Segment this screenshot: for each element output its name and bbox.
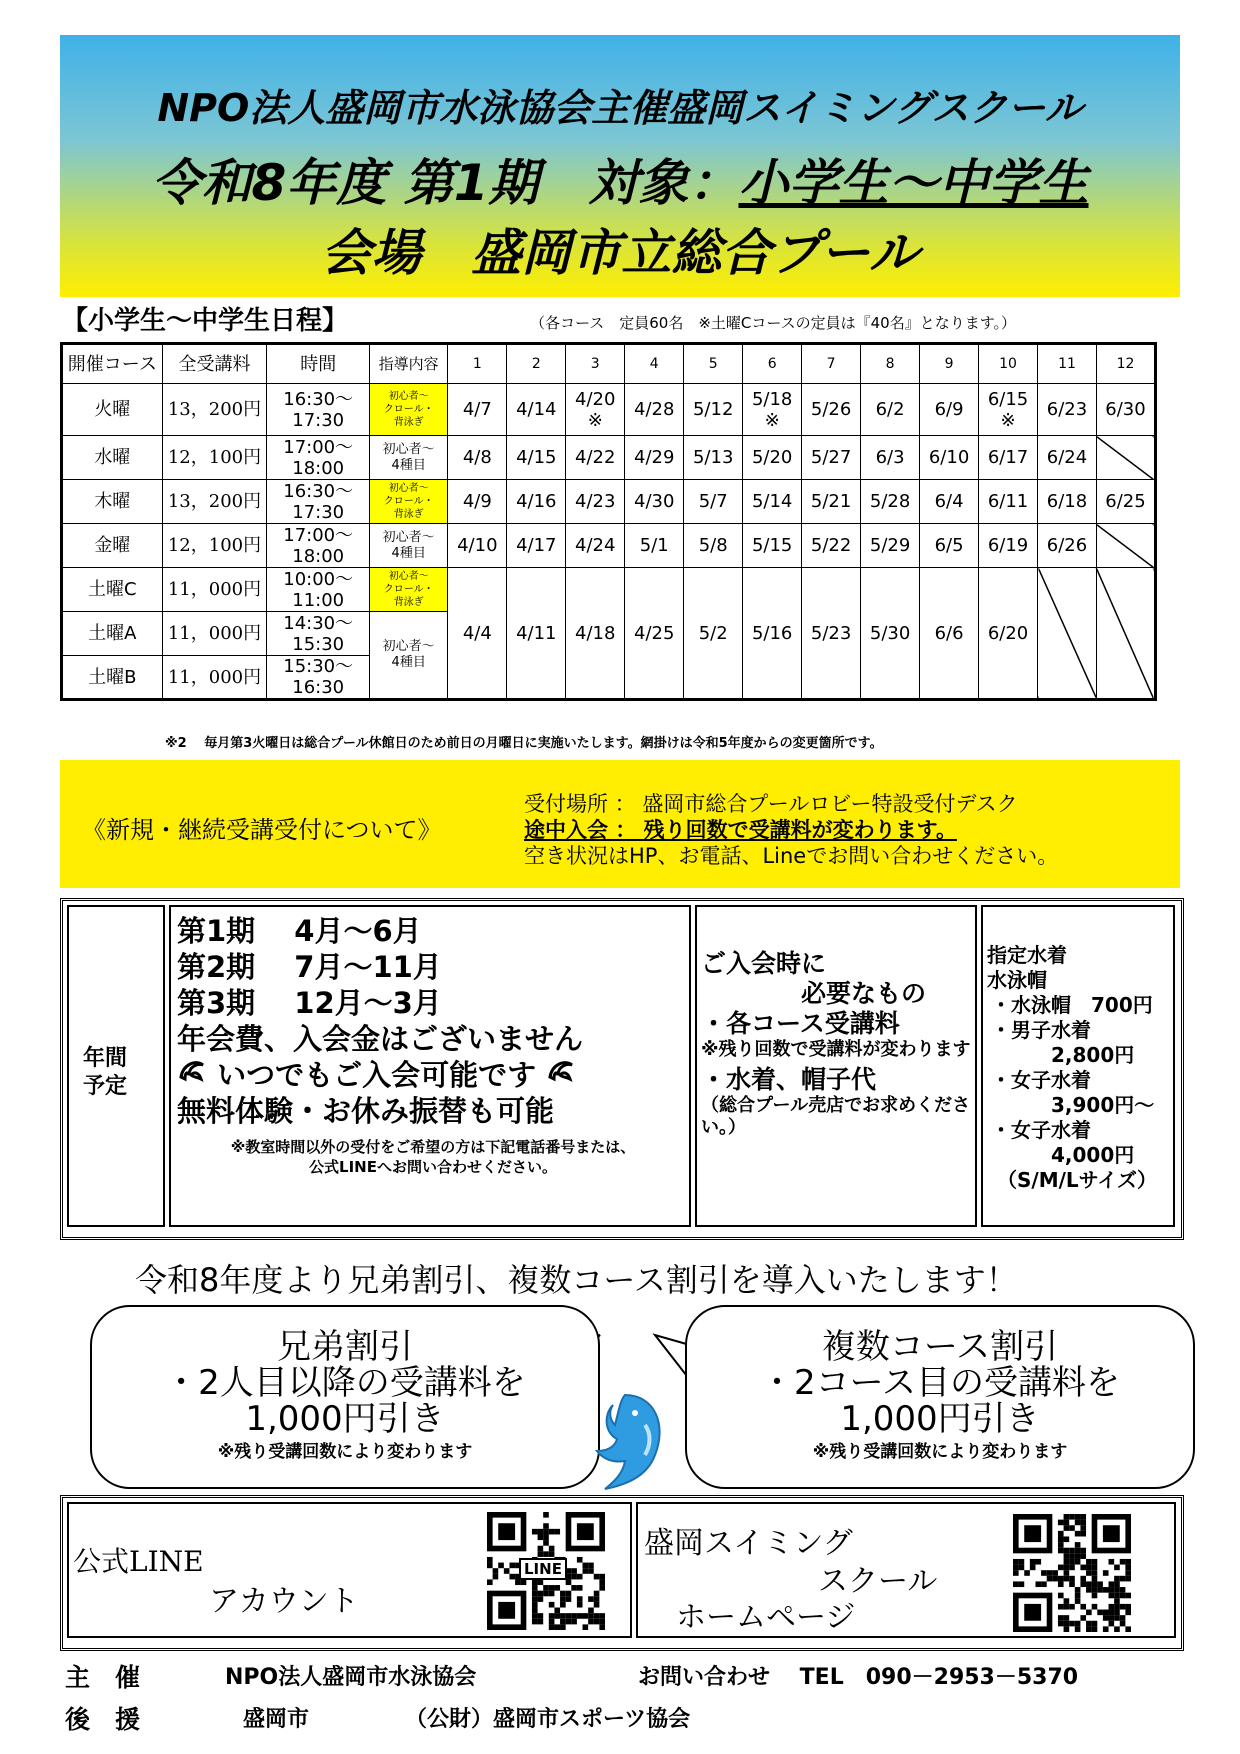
- no-annual-fee: 年会費、入会金はございません: [177, 1022, 584, 1056]
- course-time: 15:30～ 16:30: [267, 656, 370, 700]
- saturday-session-date: 6/20: [979, 568, 1038, 700]
- female-swimwear-2: ・女子水着: [991, 1118, 1091, 1142]
- term-2: 第2期 7月～11月: [177, 950, 442, 984]
- session-number-header: 12: [1096, 344, 1155, 384]
- session-date: 5/13: [684, 436, 743, 480]
- session-date: 5/22: [802, 524, 861, 568]
- schedule-footnote: ※2 毎月第3火曜日は総合プール休館日のため前日の月曜日に実施いたします。網掛けは令和5年度からの変更箇所です。: [165, 736, 883, 751]
- female-swimwear-1-price: 3,900円～: [1051, 1093, 1155, 1117]
- annual-label-2: 予定: [83, 1074, 128, 1099]
- term-prefix: 令和8年度 第1期 対象：: [151, 154, 739, 212]
- course-name: 火曜: [62, 384, 163, 436]
- session-number-header: 3: [566, 344, 625, 384]
- required-title-1: ご入会時に: [701, 949, 827, 978]
- session-date: 6/9: [920, 384, 979, 436]
- line-label-1: 公式LINE: [73, 1545, 204, 1578]
- session-date: 4/8: [448, 436, 507, 480]
- swimwear-sizes: （S/M/Lサイズ）: [997, 1168, 1158, 1192]
- course-name: 木曜: [62, 480, 163, 524]
- sibling-discount-amount: 1,000円引き: [245, 1399, 445, 1439]
- contact-note: ※教室時間以外の受付をご希望の方は下記電話番号または、 公式LINEへお問い合わせください。: [230, 1138, 636, 1176]
- course-content: 初心者～ 4種目: [370, 436, 448, 480]
- session-date: 4/15: [507, 436, 566, 480]
- saturday-session-date: 5/16: [743, 568, 802, 700]
- required-item-swimwear-note: （総合プール売店でお求めください。）: [701, 1095, 971, 1138]
- session-number-header: 8: [861, 344, 920, 384]
- sponsor-section: [65, 1650, 1175, 1750]
- support-label: 後 援: [65, 1705, 141, 1734]
- session-date: 5/18 ※: [743, 384, 802, 436]
- support-city: 盛岡市: [243, 1707, 310, 1732]
- discount-title: 令和8年度より兄弟割引、複数コース割引を導入いたします！: [135, 1261, 1018, 1299]
- female-swimwear-1: ・女子水着: [991, 1068, 1091, 1092]
- session-date: 5/29: [861, 524, 920, 568]
- homepage-label-1: 盛岡スイミング: [644, 1526, 853, 1561]
- session-date: 5/14: [743, 480, 802, 524]
- header-cell: 開催コース: [62, 344, 163, 384]
- required-item-swimwear: ・水着、帽子代: [701, 1065, 877, 1094]
- course-fee: 12，100円: [162, 524, 267, 568]
- anytime-text: いつでもご入会可能です: [217, 1058, 537, 1092]
- course-fee: 11，000円: [162, 612, 267, 656]
- session-date: 5/27: [802, 436, 861, 480]
- session-date: 6/11: [979, 480, 1038, 524]
- multi-course-discount-bubble: [685, 1305, 1195, 1489]
- course-time: 17:00～ 18:00: [267, 436, 370, 480]
- session-date: 5/12: [684, 384, 743, 436]
- session-number-header: 6: [743, 344, 802, 384]
- course-fee: 13，200円: [162, 480, 267, 524]
- session-number-header: 4: [625, 344, 684, 384]
- header-cell: 全受講料: [162, 344, 267, 384]
- venue-title: 会場 盛岡市立総合プール: [321, 224, 919, 282]
- session-date: 5/20: [743, 436, 802, 480]
- session-date: 4/22: [566, 436, 625, 480]
- availability-note: 空き状況はHP、お電話、Lineでお問い合わせください。: [524, 844, 1059, 868]
- course-fee: 12，100円: [162, 436, 267, 480]
- session-number-header: 11: [1038, 344, 1097, 384]
- required-title-2: 必要なもの: [801, 979, 927, 1008]
- session-date: 4/23: [566, 480, 625, 524]
- course-name: 土曜C: [62, 568, 163, 612]
- session-date: 5/21: [802, 480, 861, 524]
- session-date: 6/17: [979, 436, 1038, 480]
- saturday-session-date: 6/6: [920, 568, 979, 700]
- session-date: 6/19: [979, 524, 1038, 568]
- course-name: 土曜A: [62, 612, 163, 656]
- host-label: 主 催: [65, 1663, 141, 1692]
- female-swimwear-2-price: 4,000円: [1051, 1143, 1135, 1167]
- saturday-session-date: 4/4: [448, 568, 507, 700]
- session-number-header: 1: [448, 344, 507, 384]
- support-sports-assoc: （公財）盛岡市スポーツ協会: [405, 1707, 691, 1732]
- required-item-fee: ・各コース受講料: [701, 1009, 900, 1038]
- course-fee: 11，000円: [162, 568, 267, 612]
- session-date: 6/25: [1096, 480, 1155, 524]
- male-swimwear: ・男子水着: [991, 1018, 1091, 1042]
- multi-discount-amount: 1,000円引き: [840, 1399, 1040, 1439]
- saturday-session-date: 5/2: [684, 568, 743, 700]
- session-date: 5/8: [684, 524, 743, 568]
- term-1: 第1期 4月～6月: [177, 914, 422, 948]
- session-date: 6/15 ※: [979, 384, 1038, 436]
- multi-discount-title: 複数コース割引: [821, 1327, 1059, 1367]
- session-date: 6/18: [1038, 480, 1097, 524]
- header-cell: 指導内容: [370, 344, 448, 384]
- swimwear-title-2: 水泳帽: [987, 968, 1047, 992]
- line-account-box: [67, 1502, 632, 1638]
- homepage-qr-code[interactable]: [1013, 1514, 1131, 1632]
- session-date: 5/7: [684, 480, 743, 524]
- inquiry-phone: お問い合わせ TEL 090－2953－5370: [638, 1665, 1079, 1690]
- course-time: 16:30～ 17:30: [267, 480, 370, 524]
- session-date: 4/17: [507, 524, 566, 568]
- session-date: 6/24: [1038, 436, 1097, 480]
- session-date: 5/1: [625, 524, 684, 568]
- saturday-session-date: 5/23: [802, 568, 861, 700]
- reception-place: 受付場所 ： 盛岡市総合プールロビー特設受付デスク: [524, 792, 1018, 816]
- course-name: 土曜B: [62, 656, 163, 700]
- reception-label: 《新規・継続受講受付について》: [82, 816, 442, 844]
- course-time: 14:30～ 15:30: [267, 612, 370, 656]
- swimwear-title-1: 指定水着: [987, 943, 1067, 967]
- schedule-title: 【小学生～中学生日程】: [62, 306, 349, 336]
- session-number-header: 5: [684, 344, 743, 384]
- header-cell: 時間: [267, 344, 370, 384]
- course-time: 17:00～ 18:00: [267, 524, 370, 568]
- course-content: 初心者～ クロール・ 背泳ぎ: [370, 480, 448, 524]
- homepage-label-2: スクール: [818, 1564, 938, 1599]
- session-date: 6/30: [1096, 384, 1155, 436]
- contact-section: [60, 1495, 1184, 1651]
- session-date: 6/4: [920, 480, 979, 524]
- saturday-session-date: 4/18: [566, 568, 625, 700]
- session-date: 4/16: [507, 480, 566, 524]
- sibling-discount-bubble: [90, 1305, 600, 1489]
- session-date: 6/5: [920, 524, 979, 568]
- capacity-note: （各コース 定員60名 ※土曜Cコースの定員は『40名』となります。）: [530, 314, 1017, 332]
- line-logo: LINE: [519, 1558, 567, 1580]
- saturday-session-date: 4/25: [625, 568, 684, 700]
- male-swimwear-price: 2,800円: [1051, 1043, 1135, 1067]
- homepage-box: [636, 1502, 1176, 1638]
- homepage-label-3: ホームページ: [676, 1600, 856, 1635]
- course-content: 初心者～ 4種目: [370, 524, 448, 568]
- sibling-discount-note: ※残り受講回数により変わります: [217, 1442, 473, 1462]
- free-trial: 無料体験・お休み振替も可能: [177, 1094, 555, 1128]
- line-label-2: アカウント: [209, 1584, 359, 1619]
- annual-label-1: 年間: [83, 1046, 128, 1071]
- line-qr-code[interactable]: [487, 1512, 605, 1630]
- session-date: 6/2: [861, 384, 920, 436]
- session-date: 4/29: [625, 436, 684, 480]
- course-name: 水曜: [62, 436, 163, 480]
- course-content: 初心者～ クロール・ 背泳ぎ: [370, 384, 448, 436]
- session-date: 4/14: [507, 384, 566, 436]
- saturday-session-date: 5/30: [861, 568, 920, 700]
- saturday-session-date: 4/11: [507, 568, 566, 700]
- term-3: 第3期 12月～3月: [177, 986, 442, 1020]
- session-number-header: 2: [507, 344, 566, 384]
- sibling-discount-title: 兄弟割引: [277, 1327, 413, 1367]
- session-date: 4/7: [448, 384, 507, 436]
- session-date: 6/26: [1038, 524, 1097, 568]
- session-date: 4/9: [448, 480, 507, 524]
- session-number-header: 7: [802, 344, 861, 384]
- qr-code-icon: [1013, 1514, 1131, 1632]
- session-date: 4/30: [625, 480, 684, 524]
- session-date: 4/24: [566, 524, 625, 568]
- multi-discount-desc: ・2コース目の受講料を: [760, 1363, 1120, 1403]
- swim-cap-price: ・水泳帽 700円: [991, 993, 1153, 1017]
- course-content: 初心者～ クロール・ 背泳ぎ: [370, 568, 448, 612]
- session-date: 4/10: [448, 524, 507, 568]
- session-date: 4/20 ※: [566, 384, 625, 436]
- course-fee: 13，200円: [162, 384, 267, 436]
- session-number-header: 10: [979, 344, 1038, 384]
- session-date: 4/28: [625, 384, 684, 436]
- required-item-fee-note: ※残り回数で受講料が変わります: [701, 1039, 971, 1060]
- dolphin-icon: [585, 1385, 675, 1499]
- session-number-header: 9: [920, 344, 979, 384]
- midway-enrollment: 途中入会 ： 残り回数で受講料が変わります。: [524, 818, 957, 842]
- course-time: 16:30～ 17:30: [267, 384, 370, 436]
- session-date: 6/3: [861, 436, 920, 480]
- session-date: 5/15: [743, 524, 802, 568]
- sibling-discount-desc: ・2人目以降の受講料を: [164, 1363, 526, 1403]
- course-time: 10:00～ 11:00: [267, 568, 370, 612]
- course-fee: 11，000円: [162, 656, 267, 700]
- session-date: 5/28: [861, 480, 920, 524]
- host-name: NPO法人盛岡市水泳協会: [225, 1665, 477, 1690]
- session-date: 6/10: [920, 436, 979, 480]
- organizer-title: NPO法人盛岡市水泳協会主催盛岡スイミングスクール: [157, 86, 1083, 130]
- session-date: 6/23: [1038, 384, 1097, 436]
- target-audience: 小学生～中学生: [738, 154, 1089, 212]
- multi-discount-note: ※残り受講回数により変わります: [812, 1442, 1068, 1462]
- course-content: 初心者～ 4種目: [370, 612, 448, 700]
- session-date: 5/26: [802, 384, 861, 436]
- course-name: 金曜: [62, 524, 163, 568]
